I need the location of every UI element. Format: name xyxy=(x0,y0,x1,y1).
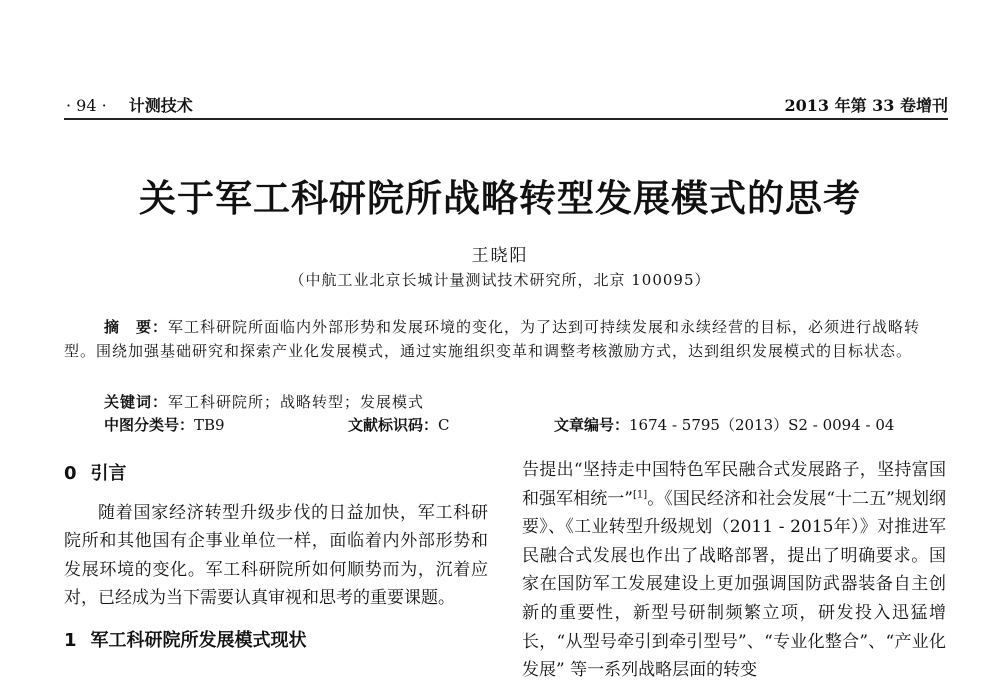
right-text-b: 。《国民经济和社会发展“十二五”规划纲要》、《工业转型升级规划（2011 - 2015年）》对推进军民融合式发展也作出了战略部署，提出了明确要求。国家在国防军工发展建设上更加强调国防武器装备自主创新的重要性，新型号研制频繁立项，研发投入迅猛增长，“从型号牵引到牵引型号”、“专业化整合”、“产业化发展” 等一系列战略层面的转变 xyxy=(522,488,946,681)
section-number: 1 xyxy=(64,629,77,651)
keywords-text: 军工科研院所；战略转型；发展模式 xyxy=(168,393,425,411)
right-text-a: 告提出“坚持走中国特色军民融合式发展路子，坚持富国和强军相统一” xyxy=(522,460,946,509)
intro-paragraph: 随着国家经济转型升级步伐的日益加快，军工科研院所和其他国有企事业单位一样，面临着内外部形势和发展环境的变化。军工科研院所如何顺势而为，沉着应对，已经成为当下需要认真审视和思考的重要课题。 xyxy=(64,502,488,609)
clc-value: TB9 xyxy=(194,416,225,434)
running-header-left xyxy=(66,93,193,116)
abstract-label: 摘 要： xyxy=(104,318,169,336)
author: 王晓阳 xyxy=(471,246,529,266)
issue-info: 2013 年第 33 卷增刊 xyxy=(784,96,948,115)
abstract xyxy=(64,315,944,363)
affiliation: （中航工业北京长城计量测试技术研究所，北京 100095） xyxy=(289,271,711,289)
doc-code-value: C xyxy=(438,416,450,434)
journal-name: 计测技术 xyxy=(128,96,193,115)
section-title: 引言 xyxy=(90,463,127,484)
article-number-value: 1674 - 5795（2013）S2 - 0094 - 04 xyxy=(629,416,895,434)
section-title: 军工科研院所发展模式现状 xyxy=(90,629,307,651)
right-column xyxy=(522,456,946,685)
paper-title: 关于军工科研院所战略转型发展模式的思考 xyxy=(139,177,861,220)
keywords xyxy=(104,391,424,412)
page-number: · 94 · xyxy=(66,96,107,115)
left-column xyxy=(64,450,488,666)
section-number: 0 xyxy=(64,463,77,484)
header-rule xyxy=(64,118,948,120)
section-heading-0 xyxy=(64,460,488,489)
article-number xyxy=(554,414,894,435)
doc-code-label: 文献标识码： xyxy=(348,416,439,434)
abstract-text: 军工科研院所面临内外部形势和发展环境的变化，为了达到可持续发展和永续经营的目标，必须进行战略转型。围绕加强基础研究和探索产业化发展模式，通过实施组织变革和调整考核激励方式，达到组织发展模式的目标状态。 xyxy=(64,318,921,360)
citation-ref: [1] xyxy=(633,488,648,500)
article-number-label: 文章编号： xyxy=(554,416,630,434)
clc-number xyxy=(104,414,225,435)
section-heading-1 xyxy=(64,627,488,656)
keywords-label: 关键词： xyxy=(104,393,169,411)
document-code xyxy=(348,414,450,435)
clc-label: 中图分类号： xyxy=(104,416,195,434)
